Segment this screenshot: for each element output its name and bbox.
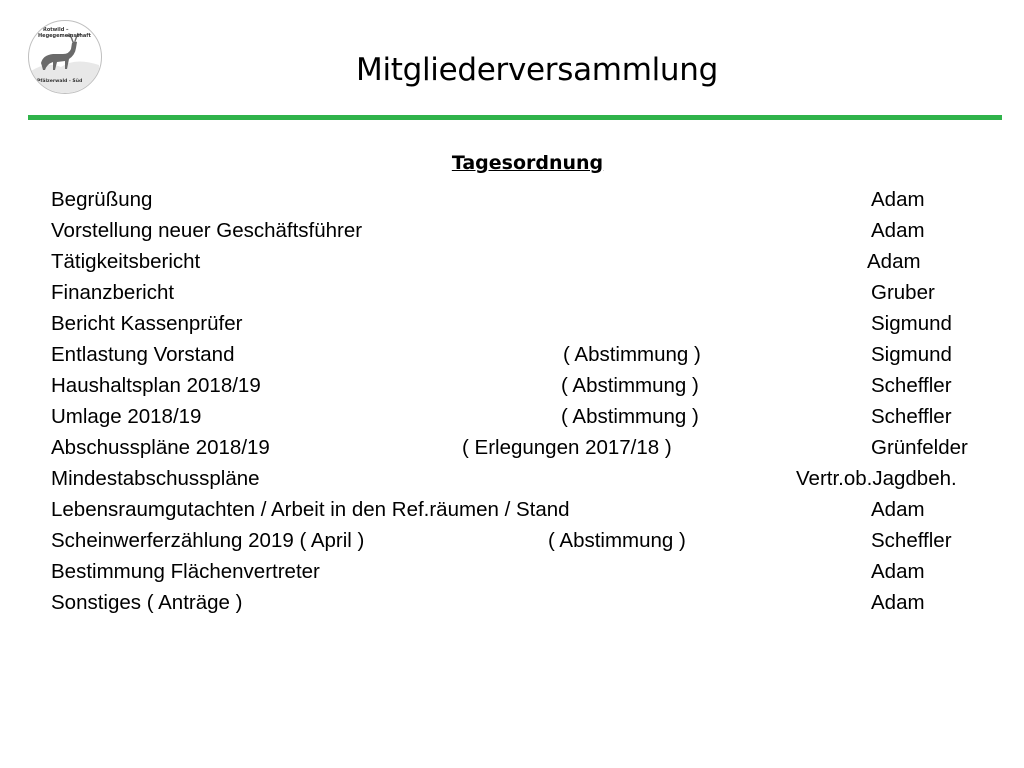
agenda-responsible: Adam	[871, 219, 925, 242]
agenda-row	[51, 587, 1001, 618]
agenda-responsible: Gruber	[871, 281, 935, 304]
agenda-note: ( Abstimmung )	[561, 374, 699, 397]
agenda-row	[51, 215, 1001, 246]
agenda-topic: Finanzbericht	[51, 281, 175, 304]
agenda-note: ( Erlegungen 2017/18 )	[462, 436, 672, 459]
logo-text-line2: Hegegemeinschaft	[38, 33, 91, 39]
agenda-list	[51, 184, 1001, 618]
logo-text-line1: Rotwild –	[43, 27, 69, 33]
agenda-responsible: Adam	[871, 560, 925, 583]
agenda-row	[51, 494, 1001, 525]
agenda-topic: Scheinwerferzählung 2019 ( April )	[51, 529, 365, 552]
agenda-responsible: Adam	[871, 498, 925, 521]
agenda-topic: Mindestabschusspläne	[51, 467, 260, 490]
agenda-note: ( Abstimmung )	[561, 405, 699, 428]
agenda-topic: Begrüßung	[51, 188, 153, 211]
agenda-topic: Haushaltsplan 2018/19	[51, 374, 261, 397]
agenda-responsible: Adam	[871, 591, 925, 614]
agenda-topic: Umlage 2018/19	[51, 405, 202, 428]
agenda-note: ( Abstimmung )	[548, 529, 686, 552]
agenda-row	[51, 308, 1001, 339]
agenda-topic: Tätigkeitsbericht	[51, 250, 201, 273]
title-divider	[28, 115, 1002, 120]
agenda-responsible: Sigmund	[871, 343, 952, 366]
agenda-responsible: Vertr.ob.Jagdbeh.	[796, 467, 957, 490]
agenda-topic: Sonstiges ( Anträge )	[51, 591, 243, 614]
agenda-topic: Vorstellung neuer Geschäftsführer	[51, 219, 363, 242]
agenda-responsible: Grünfelder	[871, 436, 968, 459]
agenda-topic: Entlastung Vorstand	[51, 343, 235, 366]
logo-text-line4: Pfälzerwald - Süd	[37, 79, 83, 84]
agenda-row	[51, 463, 1001, 494]
agenda-responsible: Scheffler	[871, 374, 952, 397]
agenda-topic: Bericht Kassenprüfer	[51, 312, 243, 335]
agenda-row	[51, 339, 1001, 370]
agenda-topic: Bestimmung Flächenvertreter	[51, 560, 320, 583]
agenda-note: ( Abstimmung )	[563, 343, 701, 366]
agenda-responsible: Scheffler	[871, 529, 952, 552]
slide-title: Mitgliederversammlung	[356, 52, 718, 88]
agenda-topic: Lebensraumgutachten / Arbeit in den Ref.räumen / Stand	[51, 498, 570, 521]
agenda-responsible: Adam	[871, 188, 925, 211]
agenda-heading: Tagesordnung	[451, 152, 604, 174]
agenda-row	[51, 401, 1001, 432]
agenda-row	[51, 370, 1001, 401]
agenda-row	[51, 184, 1001, 215]
agenda-row	[51, 432, 1001, 463]
agenda-topic: Abschusspläne 2018/19	[51, 436, 270, 459]
agenda-responsible: Adam	[867, 250, 921, 273]
agenda-row	[51, 556, 1001, 587]
agenda-responsible: Scheffler	[871, 405, 952, 428]
agenda-row	[51, 277, 1001, 308]
agenda-responsible: Sigmund	[871, 312, 952, 335]
agenda-row	[51, 246, 1001, 277]
agenda-row	[51, 525, 1001, 556]
